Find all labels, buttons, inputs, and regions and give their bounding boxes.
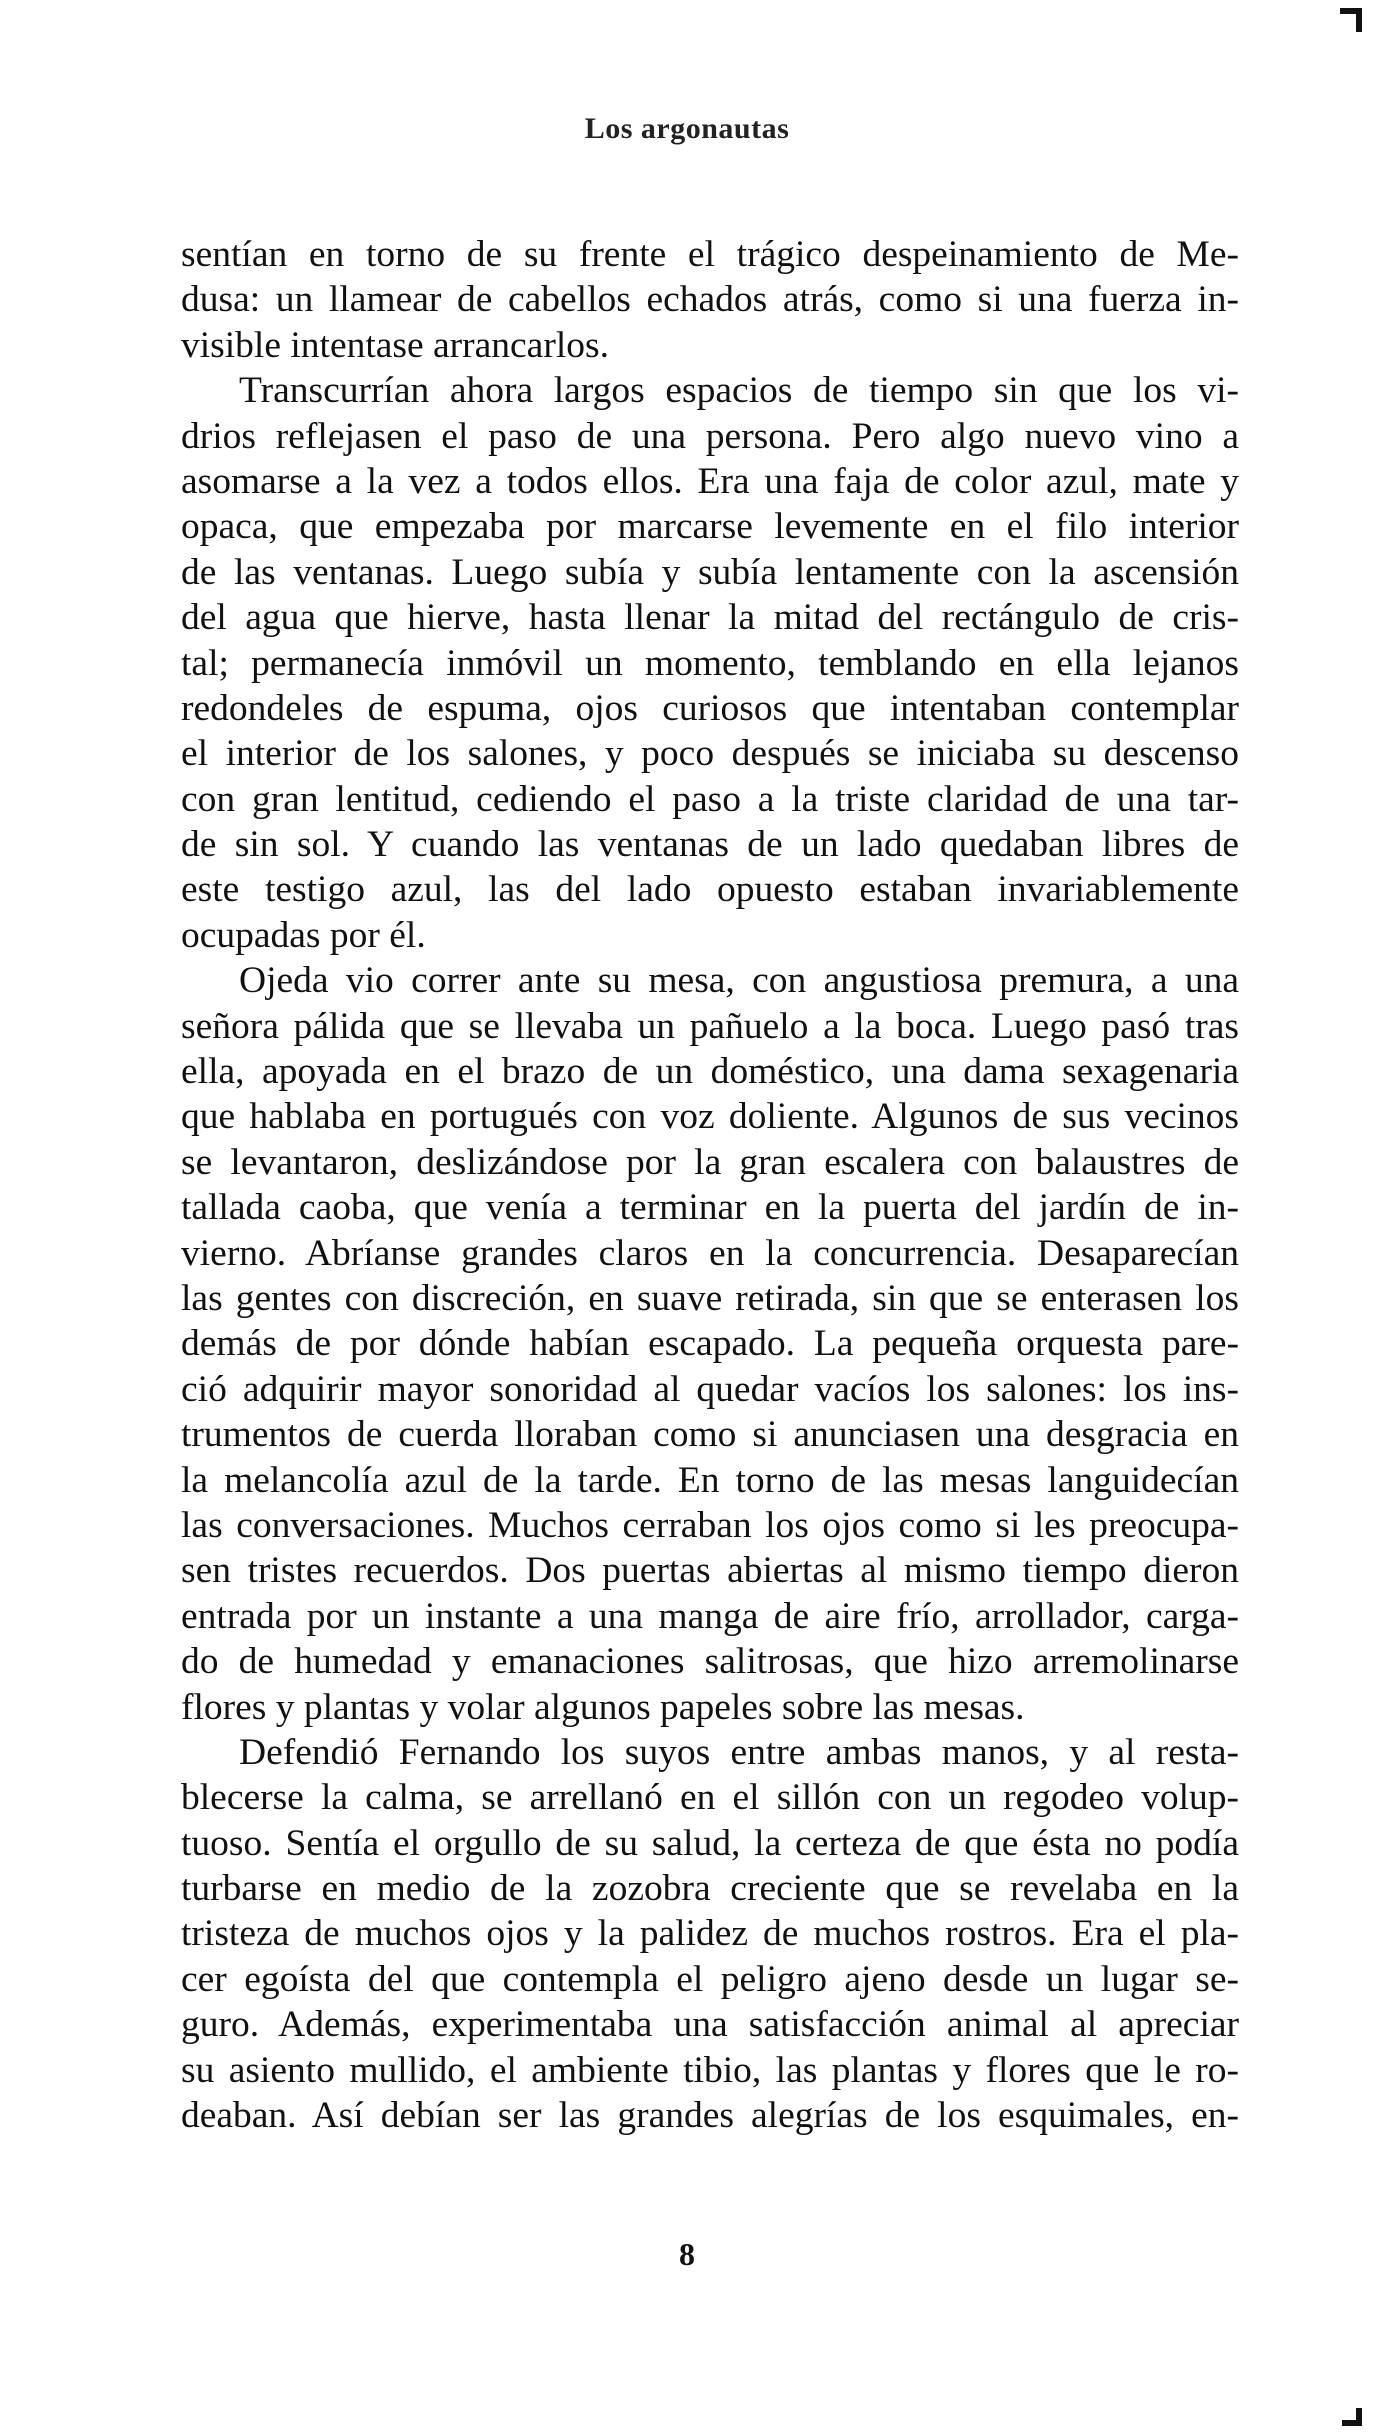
text-line: la melancolía azul de la tarde. En torno de las mesas languidecían [181,1459,1239,1501]
text-line: dusa: un llamear de cabellos echados atrás, como si una fuerza in- [181,279,1239,321]
text-line: redondeles de espuma, ojos curiosos que intentaban contemplar [181,687,1239,729]
text-line: del agua que hierve, hasta llenar la mitad del rectángulo de cris- [181,597,1239,639]
text-line: se levantaron, deslizándose por la gran escalera con balaustres de [181,1141,1239,1183]
paragraph [181,368,1239,958]
text-line: opaca, que empezaba por marcarse levemente en el filo interior [181,506,1239,548]
text-line: trumentos de cuerda lloraban como si anunciasen una desgracia en [181,1414,1239,1456]
crop-mark-bottom-right [1342,2408,1362,2426]
text-line: deaban. Así debían ser las grandes alegrías de los esquimales, en- [181,2095,1239,2137]
text-line: turbarse en medio de la zozobra creciente que se revelaba en la [181,1868,1239,1910]
text-line: el interior de los salones, y poco después se iniciaba su descenso [181,733,1239,775]
text-line: que hablaba en portugués con voz doliente. Algunos de sus vecinos [181,1096,1239,1138]
crop-mark-top-right [1340,8,1362,32]
text-line: cer egoísta del que contempla el peligro ajeno desde un lugar se- [181,1958,1239,2000]
text-line: visible intentase arrancarlos. [181,324,609,366]
text-line: ció adquirir mayor sonoridad al quedar vacíos los salones: los ins- [181,1368,1239,1410]
text-line: este testigo azul, las del lado opuesto estaban invariablemente [181,869,1239,911]
paragraph [181,1730,1239,2139]
text-line: tristeza de muchos ojos y la palidez de muchos rostros. Era el pla- [181,1913,1239,1955]
text-line: blecerse la calma, se arrellanó en el sillón con un regodeo volup- [181,1777,1239,1819]
text-line: su asiento mullido, el ambiente tibio, las plantas y flores que le ro- [181,2049,1239,2091]
text-line: tallada caoba, que venía a terminar en la puerta del jardín de in- [181,1187,1239,1229]
running-header: Los argonautas [584,112,790,145]
text-line: vierno. Abríanse grandes claros en la concurrencia. Desaparecían [181,1232,1239,1274]
text-line: demás de por dónde habían escapado. La pequeña orquesta pare- [181,1323,1239,1365]
text-line: las conversaciones. Muchos cerraban los ojos como si les preocupa- [181,1504,1239,1546]
body-text [181,232,1239,2138]
text-line: las gentes con discreción, en suave retirada, sin que se enterasen los [181,1277,1239,1319]
text-line: de sin sol. Y cuando las ventanas de un lado quedaban libres de [181,824,1239,866]
text-line: do de humedad y emanaciones salitrosas, que hizo arremolinarse [181,1641,1239,1683]
text-line: sen tristes recuerdos. Dos puertas abiertas al mismo tiempo dieron [181,1550,1239,1592]
text-line: entrada por un instante a una manga de aire frío, arrollador, carga- [181,1595,1239,1637]
text-line: ella, apoyada en el brazo de un doméstico, una dama sexagenaria [181,1051,1239,1093]
text-line: tal; permanecía inmóvil un momento, temblando en ella lejanos [181,642,1239,684]
text-line: asomarse a la vez a todos ellos. Era una faja de color azul, mate y [181,460,1239,502]
text-line: tuoso. Sentía el orgullo de su salud, la certeza de que ésta no podía [181,1822,1239,1864]
text-line: drios reflejasen el paso de una persona. Pero algo nuevo vino a [181,415,1239,457]
text-line: ocupadas por él. [181,914,426,956]
text-line: sentían en torno de su frente el trágico despeinamiento de Me- [181,234,1239,275]
text-line: Ojeda vio correr ante su mesa, con angustiosa premura, a una [239,960,1239,1002]
paragraph [181,232,1239,368]
page-number: 8 [679,2236,695,2272]
text-line: con gran lentitud, cediendo el paso a la triste claridad de una tar- [181,778,1239,820]
text-line: Transcurrían ahora largos espacios de tiempo sin que los vi- [239,370,1239,412]
text-line: señora pálida que se llevaba un pañuelo a la boca. Luego pasó tras [181,1005,1239,1047]
text-line: de las ventanas. Luego subía y subía lentamente con la ascensión [181,551,1239,593]
text-line: Defendió Fernando los suyos entre ambas manos, y al resta- [239,1731,1239,1773]
paragraph [181,958,1239,1730]
text-line: guro. Además, experimentaba una satisfacción animal al apreciar [181,2004,1239,2046]
text-line: flores y plantas y volar algunos papeles sobre las mesas. [181,1686,1025,1728]
